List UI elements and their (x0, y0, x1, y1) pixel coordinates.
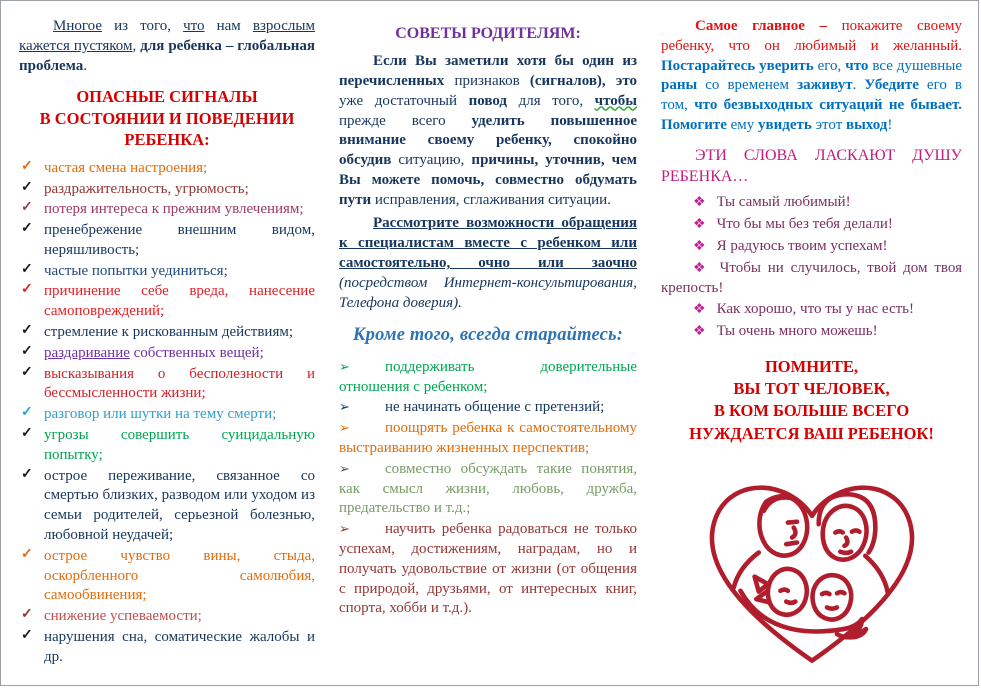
list-item-text: пренебрежение внешним видом, неряшливость; (44, 222, 315, 258)
list-item (339, 460, 637, 519)
specialists-paragraph: Рассмотрите возможности обращения к специалистам вместе с ребенком или самостоятельно, очно или заочно (посредством Интернет-консультирования, Телефона доверия). (339, 215, 637, 311)
list-item (339, 398, 637, 418)
list-item-text: Чтобы ни случилось, твой дом твоя крепость! (661, 259, 962, 296)
list-item-text: поддерживать доверительные отношения с ребенком; (339, 358, 637, 395)
list-item (19, 282, 315, 322)
arrow-bullet-icon: ➢ (339, 399, 350, 415)
list-item-text: острое чувство вины, стыда, оскорбленного самолюбия, самообвинения; (44, 547, 315, 604)
list-item (339, 520, 637, 619)
check-bullet-icon: ✓ (21, 546, 33, 562)
list-item (19, 221, 315, 261)
check-bullet-icon: ✓ (21, 628, 33, 644)
list-item (661, 193, 962, 213)
list-item-text: раздаривание собственных вещей; (44, 344, 264, 361)
list-item (19, 159, 315, 179)
list-item-text: научить ребенка радоваться не только успехам, достижениям, наградам, но и получать удовольствие от жизни (от общения с природой, друзьями, от интересных книг, спорта, хобби и т.д.). (339, 521, 637, 617)
list-item (19, 607, 315, 627)
list-item (19, 180, 315, 200)
check-bullet-icon: ✓ (21, 200, 33, 216)
list-item (19, 628, 315, 668)
list-item (339, 419, 637, 459)
list-item-text: Что бы мы без тебя делали! (716, 216, 893, 233)
list-item-text: совместно обсуждать такие понятия, как смысл жизни, любовь, дружба, предательство и т.д.; (339, 460, 637, 517)
check-bullet-icon: ✓ (21, 607, 33, 623)
list-item (19, 547, 315, 606)
sweet-words-heading: ЭТИ СЛОВА ЛАСКАЮТ ДУШУ РЕБЕНКА… (661, 146, 962, 185)
middle-panel (339, 17, 637, 675)
check-bullet-icon: ✓ (21, 282, 33, 298)
list-item-text: снижение успеваемости; (44, 608, 202, 625)
list-item-text: причинение себе вреда, нанесение самоповреждений; (44, 283, 315, 320)
check-bullet-icon: ✓ (21, 405, 33, 421)
list-item-text: нарушения сна, соматические жалобы и др. (44, 629, 315, 665)
reminder-line: В КОМ БОЛЬШЕ ВСЕГО (713, 401, 910, 421)
check-bullet-icon: ✓ (21, 343, 33, 359)
list-item-text: острое переживание, связанное со смертью близких, разводом или уходом из семьи родителей, серьезной болезнью, любовной неудачей; (44, 467, 315, 544)
list-item (19, 467, 315, 546)
list-item-text: Ты самый любимый! (716, 194, 851, 211)
list-item-text: частые попытки уединиться; (44, 262, 228, 279)
check-bullet-icon: ✓ (21, 323, 33, 339)
list-item-text: угрозы совершить суицидальную попытку; (44, 427, 315, 463)
reminder-line: НУЖДАЕТСЯ ВАШ РЕБЕНОК! (689, 423, 934, 443)
list-item-text: частая смена настроения; (44, 159, 208, 176)
heading-line: РЕБЕНКА: (124, 130, 210, 150)
list-item (661, 237, 962, 257)
sweet-words-list (661, 193, 962, 342)
check-bullet-icon: ✓ (21, 261, 33, 277)
list-item (19, 426, 315, 466)
check-bullet-icon: ✓ (21, 179, 33, 195)
list-item-text: не начинать общение с претензий; (385, 399, 605, 416)
list-item (661, 322, 962, 342)
list-item (19, 262, 315, 282)
list-item-text: разговор или шутки на тему смерти; (44, 406, 277, 423)
diamond-bullet-icon: ❖ (693, 195, 706, 211)
list-item-text: раздражительность, угрюмость; (44, 180, 249, 197)
reminder-line: ПОМНИТЕ, (764, 356, 859, 376)
list-item (19, 200, 315, 220)
reminder-block (661, 356, 962, 445)
left-panel (19, 17, 315, 675)
list-item (19, 344, 315, 364)
list-item (661, 215, 962, 235)
list-item-text: потеря интереса к прежним увлечениям; (44, 201, 304, 218)
diamond-bullet-icon: ❖ (693, 302, 706, 318)
advice-paragraph: Если Вы заметили хотя бы один из перечисленных признаков (сигналов), это уже достаточный повод для того, чтобы прежде всего уделить повышенное внимание своему ребенку, спокойно обсудив ситуацию, причины, уточнив, чем Вы можете помочь, совместно обдумать пути исправления, сглаживания ситуации. (339, 53, 638, 208)
list-item (19, 405, 315, 425)
check-bullet-icon: ✓ (21, 221, 33, 237)
list-item-text: высказывания о бесполезности и бессмысленности жизни; (44, 365, 315, 402)
check-bullet-icon: ✓ (21, 158, 33, 174)
danger-signals-list (19, 159, 315, 668)
list-item (339, 358, 637, 398)
diamond-bullet-icon: ❖ (693, 217, 706, 233)
list-item (661, 259, 962, 299)
list-item-text: поощрять ребенка к самостоятельному выстраиванию жизненных перспектив; (339, 420, 637, 457)
list-item-text: стремление к рискованным действиям; (44, 324, 294, 341)
list-item (19, 323, 315, 343)
list-item (19, 365, 315, 405)
arrow-bullet-icon: ➢ (339, 521, 350, 537)
besides-heading: Кроме того, всегда старайтесь: (352, 325, 624, 346)
list-item-text: Как хорошо, что ты у нас есть! (716, 301, 915, 318)
heading-line: ОПАСНЫЕ СИГНАЛЫ (76, 87, 258, 107)
advice-heading: СОВЕТЫ РОДИТЕЛЯМ: (395, 25, 581, 42)
diamond-bullet-icon: ❖ (693, 238, 706, 254)
arrow-bullet-icon: ➢ (339, 460, 350, 476)
check-bullet-icon: ✓ (21, 466, 33, 482)
check-bullet-icon: ✓ (21, 426, 33, 442)
arrow-bullet-icon: ➢ (339, 358, 350, 374)
besides-list (339, 358, 637, 619)
family-heart-icon (661, 451, 962, 669)
right-panel (661, 17, 962, 675)
diamond-bullet-icon: ❖ (693, 260, 709, 276)
arrow-bullet-icon: ➢ (339, 420, 350, 436)
list-item-text: Ты очень много можешь! (716, 323, 878, 340)
main-message-paragraph: Самое главное – покажите своему ребенку, что он любимый и желанный. Постарайтесь уверить его, что все душевные раны со временем заживут. Убедите его в том, что безвыходных ситуаций не бывает. Помогите ему увидеть этот выход! (661, 18, 962, 133)
reminder-line: ВЫ ТОТ ЧЕЛОВЕК, (733, 379, 890, 399)
list-item (661, 300, 962, 320)
check-bullet-icon: ✓ (21, 364, 33, 380)
list-item-text: Я радуюсь твоим успехам! (716, 237, 888, 254)
intro-paragraph: Многое из того, что нам взрослым кажется пустяком, для ребенка – глобальная проблема. (19, 18, 316, 74)
heading-line: В СОСТОЯНИИ И ПОВЕДЕНИИ (39, 108, 295, 128)
diamond-bullet-icon: ❖ (693, 324, 706, 340)
danger-signals-heading (19, 86, 315, 150)
